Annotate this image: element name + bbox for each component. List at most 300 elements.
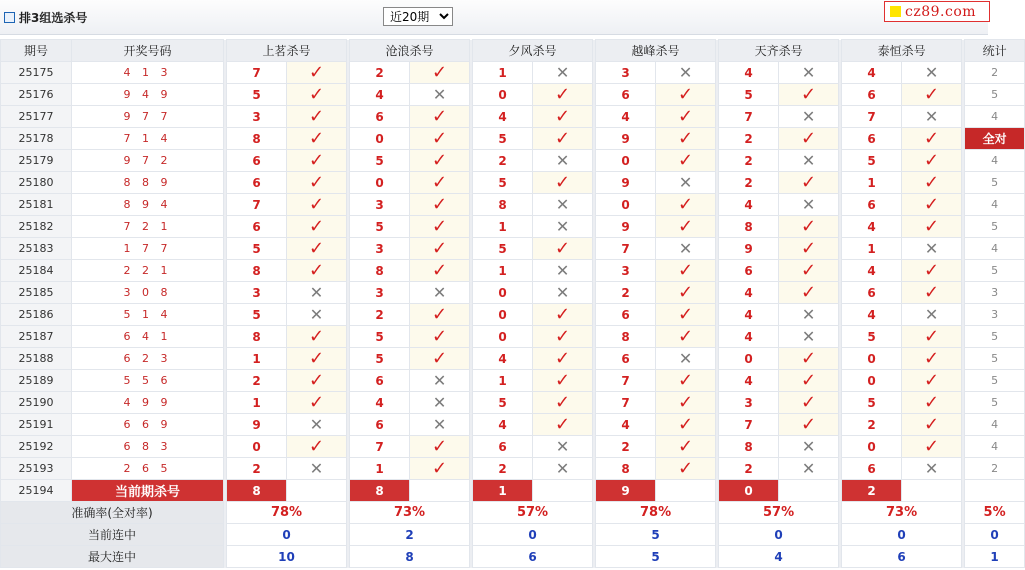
kill-number-cell: 6 — [473, 436, 533, 458]
issue-cell: 25183 — [1, 238, 72, 260]
check-mark-icon: ✓ — [924, 83, 940, 105]
table-row — [1, 392, 1025, 414]
check-mark-icon: ✓ — [554, 413, 571, 435]
kill-number-cell: 6 — [596, 304, 656, 326]
period-select[interactable] — [383, 7, 453, 26]
kill-number-cell: 6 — [842, 194, 902, 216]
check-mark-icon: ✓ — [554, 369, 571, 391]
kill-number-cell: 9 — [596, 128, 656, 150]
cross-mark-icon: ✕ — [924, 458, 939, 478]
kill-number-cell: 5 — [227, 238, 287, 260]
draw-numbers-cell: 8 8 9 — [72, 172, 224, 194]
kill-number-cell: 7 — [719, 414, 779, 436]
kill-number-cell: 5 — [350, 326, 410, 348]
cross-mark-icon: ✕ — [801, 106, 816, 126]
kill-number-cell: 3 — [227, 106, 287, 128]
expert-header[interactable]: 沧浪杀号 — [350, 40, 470, 62]
current-result-blank — [287, 480, 347, 502]
check-mark-icon: ✓ — [924, 149, 940, 171]
check-mark-icon: ✓ — [308, 193, 325, 215]
result-cell — [656, 304, 716, 326]
check-mark-icon: ✓ — [554, 171, 571, 193]
check-mark-icon: ✓ — [431, 259, 448, 281]
check-mark-icon: ✓ — [678, 457, 694, 479]
check-mark-icon: ✓ — [801, 83, 817, 105]
kill-number-cell: 2 — [473, 458, 533, 480]
issue-cell: 25188 — [1, 348, 72, 370]
check-mark-icon: ✓ — [678, 391, 694, 413]
kill-number-cell: 2 — [473, 150, 533, 172]
result-cell — [287, 106, 347, 128]
logo-text: cz89.com — [905, 3, 977, 20]
result-cell — [656, 436, 716, 458]
check-mark-icon: ✓ — [431, 105, 448, 127]
result-cell — [410, 414, 470, 436]
check-mark-icon: ✓ — [678, 193, 694, 215]
expert-header[interactable]: 上茗杀号 — [227, 40, 347, 62]
logo-square-icon — [890, 6, 901, 17]
check-mark-icon: ✓ — [431, 303, 448, 325]
result-cell — [779, 216, 839, 238]
table-row — [1, 128, 1025, 150]
result-cell — [287, 260, 347, 282]
kill-number-cell: 4 — [596, 106, 656, 128]
draw-numbers-cell: 9 7 2 — [72, 150, 224, 172]
check-mark-icon: ✓ — [308, 83, 325, 105]
result-cell — [410, 84, 470, 106]
draw-numbers-cell: 9 7 7 — [72, 106, 224, 128]
result-cell — [287, 238, 347, 260]
check-mark-icon: ✓ — [308, 435, 325, 457]
issue-cell: 25194 — [1, 480, 72, 502]
stat-cell: 5 — [965, 260, 1025, 282]
cross-mark-icon: ✕ — [801, 458, 816, 478]
check-mark-icon: ✓ — [678, 149, 694, 171]
kill-number-cell: 6 — [719, 260, 779, 282]
draw-numbers-cell: 7 2 1 — [72, 216, 224, 238]
kill-number-cell: 5 — [227, 304, 287, 326]
result-cell — [656, 172, 716, 194]
kill-number-cell: 5 — [473, 238, 533, 260]
kill-number-cell: 8 — [227, 326, 287, 348]
kill-number-cell: 4 — [473, 106, 533, 128]
result-cell — [902, 326, 962, 348]
result-cell — [656, 84, 716, 106]
kill-number-cell: 7 — [596, 370, 656, 392]
check-mark-icon: ✓ — [554, 127, 571, 149]
kill-number-cell: 7 — [596, 392, 656, 414]
accuracy-row-value: 73% — [350, 502, 470, 524]
kill-number-cell: 1 — [842, 238, 902, 260]
kill-number-cell: 8 — [596, 326, 656, 348]
kill-number-cell: 4 — [350, 84, 410, 106]
kill-number-cell: 2 — [719, 128, 779, 150]
check-mark-icon: ✓ — [801, 215, 817, 237]
kill-number-cell: 4 — [719, 370, 779, 392]
result-cell — [533, 326, 593, 348]
current-result-blank — [902, 480, 962, 502]
draw-numbers-cell: 7 1 4 — [72, 128, 224, 150]
kill-number-cell: 0 — [842, 370, 902, 392]
current-streak-row-value: 0 — [719, 524, 839, 546]
result-cell — [533, 458, 593, 480]
check-mark-icon: ✓ — [678, 435, 694, 457]
result-cell — [779, 150, 839, 172]
accuracy-row-value: 78% — [227, 502, 347, 524]
kill-number-cell: 2 — [842, 414, 902, 436]
cross-mark-icon: ✕ — [801, 436, 816, 456]
table-row — [1, 348, 1025, 370]
kill-number-cell: 9 — [596, 172, 656, 194]
result-cell — [533, 172, 593, 194]
cross-mark-icon: ✕ — [924, 304, 939, 324]
stat-cell: 4 — [965, 106, 1025, 128]
issue-cell: 25189 — [1, 370, 72, 392]
kill-number-cell: 2 — [719, 458, 779, 480]
check-mark-icon: ✓ — [678, 127, 694, 149]
result-cell — [902, 150, 962, 172]
result-cell — [902, 238, 962, 260]
table-row — [1, 304, 1025, 326]
result-cell — [656, 414, 716, 436]
accuracy-row-value: 78% — [596, 502, 716, 524]
current-streak-row-value: 5 — [596, 524, 716, 546]
current-kill-label: 当前期杀号 — [72, 480, 224, 502]
cross-mark-icon: ✕ — [678, 238, 693, 258]
cross-mark-icon: ✕ — [309, 282, 324, 302]
kill-number-cell: 3 — [350, 194, 410, 216]
kill-number-cell: 8 — [227, 260, 287, 282]
check-mark-icon: ✓ — [431, 215, 448, 237]
kill-number-cell: 4 — [719, 304, 779, 326]
issue-cell: 25187 — [1, 326, 72, 348]
kill-number-cell: 9 — [719, 238, 779, 260]
result-cell — [287, 172, 347, 194]
result-cell — [902, 260, 962, 282]
result-cell — [902, 194, 962, 216]
kill-number-cell: 6 — [227, 150, 287, 172]
kill-number-cell: 3 — [350, 238, 410, 260]
result-cell — [410, 326, 470, 348]
table-body — [1, 62, 1025, 568]
result-cell — [410, 436, 470, 458]
check-mark-icon: ✓ — [308, 347, 325, 369]
cross-mark-icon: ✕ — [801, 62, 816, 82]
table-row — [1, 436, 1025, 458]
result-cell — [902, 414, 962, 436]
current-streak-row-total: 0 — [965, 524, 1025, 546]
check-mark-icon: ✓ — [431, 347, 448, 369]
result-cell — [779, 304, 839, 326]
kill-number-cell: 1 — [473, 260, 533, 282]
expert-header[interactable]: 夕风杀号 — [473, 40, 593, 62]
check-mark-icon: ✓ — [924, 413, 940, 435]
kill-number-cell: 4 — [473, 348, 533, 370]
check-mark-icon: ✓ — [554, 303, 571, 325]
result-cell — [533, 150, 593, 172]
stat-cell: 5 — [965, 84, 1025, 106]
kill-number-cell: 6 — [842, 458, 902, 480]
cross-mark-icon: ✕ — [924, 238, 939, 258]
draw-numbers-cell: 1 7 7 — [72, 238, 224, 260]
table-row — [1, 106, 1025, 128]
check-mark-icon: ✓ — [924, 435, 940, 457]
draw-numbers-cell: 6 2 3 — [72, 348, 224, 370]
result-cell — [410, 106, 470, 128]
stat-cell: 5 — [965, 216, 1025, 238]
kill-number-cell: 8 — [719, 436, 779, 458]
table-row — [1, 238, 1025, 260]
current-kill-number: 0 — [719, 480, 779, 502]
kill-number-cell: 3 — [719, 392, 779, 414]
expert-header[interactable]: 天齐杀号 — [719, 40, 839, 62]
issue-cell: 25178 — [1, 128, 72, 150]
kill-number-cell: 8 — [473, 194, 533, 216]
result-cell — [287, 62, 347, 84]
check-mark-icon: ✓ — [678, 215, 694, 237]
result-cell — [287, 392, 347, 414]
check-mark-icon: ✓ — [308, 391, 325, 413]
result-cell — [533, 414, 593, 436]
max-streak-row-value: 6 — [842, 546, 962, 568]
kill-number-cell: 2 — [596, 282, 656, 304]
result-cell — [410, 238, 470, 260]
result-cell — [902, 458, 962, 480]
kill-number-cell: 4 — [473, 414, 533, 436]
stat-cell: 2 — [965, 62, 1025, 84]
kill-number-cell: 4 — [719, 282, 779, 304]
kill-number-cell: 5 — [842, 150, 902, 172]
draw-numbers-cell: 2 6 5 — [72, 458, 224, 480]
kill-number-cell: 1 — [227, 348, 287, 370]
cross-mark-icon: ✕ — [555, 194, 570, 214]
expert-header[interactable]: 越峰杀号 — [596, 40, 716, 62]
cross-mark-icon: ✕ — [555, 260, 570, 280]
result-cell — [779, 260, 839, 282]
max-streak-row — [1, 546, 1025, 568]
result-cell — [410, 216, 470, 238]
result-cell — [533, 260, 593, 282]
result-cell — [410, 128, 470, 150]
kill-number-cell: 4 — [842, 62, 902, 84]
result-cell — [656, 194, 716, 216]
site-logo[interactable] — [884, 1, 990, 22]
kill-number-cell: 0 — [842, 348, 902, 370]
table-row — [1, 172, 1025, 194]
kill-number-cell: 5 — [350, 216, 410, 238]
check-mark-icon: ✓ — [801, 259, 817, 281]
check-mark-icon: ✓ — [554, 237, 571, 259]
kill-number-cell: 5 — [473, 392, 533, 414]
kill-number-cell: 7 — [227, 62, 287, 84]
result-cell — [779, 238, 839, 260]
kill-number-cell: 4 — [842, 216, 902, 238]
kill-number-cell: 6 — [350, 414, 410, 436]
accuracy-row-value: 57% — [719, 502, 839, 524]
result-cell — [410, 392, 470, 414]
kill-number-cell: 2 — [596, 436, 656, 458]
table-row — [1, 216, 1025, 238]
stat-cell: 5 — [965, 370, 1025, 392]
kill-number-cell: 7 — [227, 194, 287, 216]
result-cell — [779, 194, 839, 216]
result-cell — [410, 260, 470, 282]
result-cell — [533, 128, 593, 150]
kill-number-cell: 6 — [227, 216, 287, 238]
kill-number-cell: 0 — [842, 436, 902, 458]
max-streak-row-value: 8 — [350, 546, 470, 568]
kill-number-cell: 7 — [596, 238, 656, 260]
check-mark-icon: ✓ — [308, 237, 325, 259]
stat-cell: 4 — [965, 436, 1025, 458]
check-mark-icon: ✓ — [801, 171, 817, 193]
current-result-blank — [779, 480, 839, 502]
current-streak-row-value: 0 — [473, 524, 593, 546]
kill-number-cell: 9 — [596, 216, 656, 238]
issue-cell: 25193 — [1, 458, 72, 480]
kill-number-cell: 5 — [473, 172, 533, 194]
kill-number-cell: 7 — [842, 106, 902, 128]
check-mark-icon: ✓ — [308, 369, 325, 391]
kill-number-cell: 4 — [719, 194, 779, 216]
cross-mark-icon: ✕ — [432, 282, 447, 302]
result-cell — [410, 62, 470, 84]
stat-cell: 2 — [965, 458, 1025, 480]
kill-number-cell: 8 — [596, 458, 656, 480]
accuracy-row-total: 5% — [965, 502, 1025, 524]
result-cell — [779, 436, 839, 458]
kill-number-cell: 1 — [350, 458, 410, 480]
cross-mark-icon: ✕ — [678, 62, 693, 82]
result-cell — [287, 128, 347, 150]
cross-mark-icon: ✕ — [309, 304, 324, 324]
check-mark-icon: ✓ — [678, 369, 694, 391]
result-cell — [779, 458, 839, 480]
check-mark-icon: ✓ — [431, 193, 448, 215]
all-correct-badge: 全对 — [965, 128, 1025, 150]
check-mark-icon: ✓ — [924, 281, 940, 303]
result-cell — [902, 370, 962, 392]
result-cell — [287, 348, 347, 370]
result-cell — [779, 414, 839, 436]
kill-number-cell: 6 — [842, 282, 902, 304]
result-cell — [533, 304, 593, 326]
result-cell — [779, 348, 839, 370]
check-mark-icon: ✓ — [431, 237, 448, 259]
kill-number-cell: 6 — [350, 370, 410, 392]
check-mark-icon: ✓ — [678, 413, 694, 435]
check-mark-icon: ✓ — [924, 325, 940, 347]
kill-number-cell: 1 — [842, 172, 902, 194]
stat-cell: 5 — [965, 348, 1025, 370]
draw-numbers-cell: 5 5 6 — [72, 370, 224, 392]
kill-number-cell: 7 — [719, 106, 779, 128]
stats-header: 统计 — [965, 40, 1025, 62]
stat-cell: 5 — [965, 326, 1025, 348]
kill-number-cell: 0 — [473, 84, 533, 106]
kill-number-cell: 5 — [227, 84, 287, 106]
result-cell — [902, 216, 962, 238]
check-mark-icon: ✓ — [924, 369, 940, 391]
cross-mark-icon: ✕ — [555, 62, 570, 82]
draw-numbers-cell: 9 4 9 — [72, 84, 224, 106]
kill-number-cell: 0 — [227, 436, 287, 458]
kill-number-cell: 1 — [473, 216, 533, 238]
check-mark-icon: ✓ — [924, 171, 940, 193]
kill-number-cell: 4 — [719, 62, 779, 84]
check-mark-icon: ✓ — [924, 215, 940, 237]
kill-number-cell: 9 — [227, 414, 287, 436]
result-cell — [902, 348, 962, 370]
check-mark-icon: ✓ — [431, 457, 448, 479]
issue-header: 期号 — [1, 40, 72, 62]
check-mark-icon: ✓ — [308, 149, 325, 171]
check-mark-icon: ✓ — [924, 391, 940, 413]
result-cell — [779, 62, 839, 84]
check-mark-icon: ✓ — [554, 105, 571, 127]
current-kill-number: 9 — [596, 480, 656, 502]
cross-mark-icon: ✕ — [924, 62, 939, 82]
result-cell — [656, 106, 716, 128]
check-mark-icon: ✓ — [801, 127, 817, 149]
kill-number-cell: 6 — [350, 106, 410, 128]
issue-cell: 25185 — [1, 282, 72, 304]
result-cell — [779, 392, 839, 414]
stat-cell: 5 — [965, 172, 1025, 194]
current-kill-number: 8 — [350, 480, 410, 502]
issue-cell: 25184 — [1, 260, 72, 282]
cross-mark-icon: ✕ — [432, 370, 447, 390]
kill-number-cell: 6 — [596, 348, 656, 370]
accuracy-row-value: 73% — [842, 502, 962, 524]
stat-cell: 4 — [965, 238, 1025, 260]
cross-mark-icon: ✕ — [555, 436, 570, 456]
result-cell — [533, 282, 593, 304]
table-row — [1, 194, 1025, 216]
page-title: 排3组选杀号 — [19, 11, 88, 25]
kill-number-cell: 0 — [473, 326, 533, 348]
check-mark-icon: ✓ — [308, 215, 325, 237]
kill-number-cell: 1 — [473, 62, 533, 84]
square-bullet-icon — [4, 12, 15, 23]
result-cell — [656, 260, 716, 282]
kill-number-cell: 6 — [842, 84, 902, 106]
table-row — [1, 326, 1025, 348]
kill-number-cell: 2 — [227, 458, 287, 480]
issue-cell: 25177 — [1, 106, 72, 128]
result-cell — [410, 282, 470, 304]
kill-number-cell: 0 — [350, 128, 410, 150]
kill-number-cell: 2 — [350, 304, 410, 326]
check-mark-icon: ✓ — [554, 347, 571, 369]
result-cell — [533, 62, 593, 84]
kill-number-cell: 3 — [350, 282, 410, 304]
kill-number-cell: 8 — [227, 128, 287, 150]
check-mark-icon: ✓ — [554, 83, 571, 105]
result-cell — [902, 128, 962, 150]
kill-number-cell: 0 — [719, 348, 779, 370]
draw-numbers-cell: 6 4 1 — [72, 326, 224, 348]
check-mark-icon: ✓ — [431, 435, 448, 457]
expert-header[interactable]: 泰恒杀号 — [842, 40, 962, 62]
result-cell — [287, 458, 347, 480]
current-kill-number: 2 — [842, 480, 902, 502]
kill-number-cell: 5 — [842, 326, 902, 348]
kill-number-cell: 3 — [227, 282, 287, 304]
issue-cell: 25190 — [1, 392, 72, 414]
max-streak-row-value: 10 — [227, 546, 347, 568]
table-row — [1, 150, 1025, 172]
